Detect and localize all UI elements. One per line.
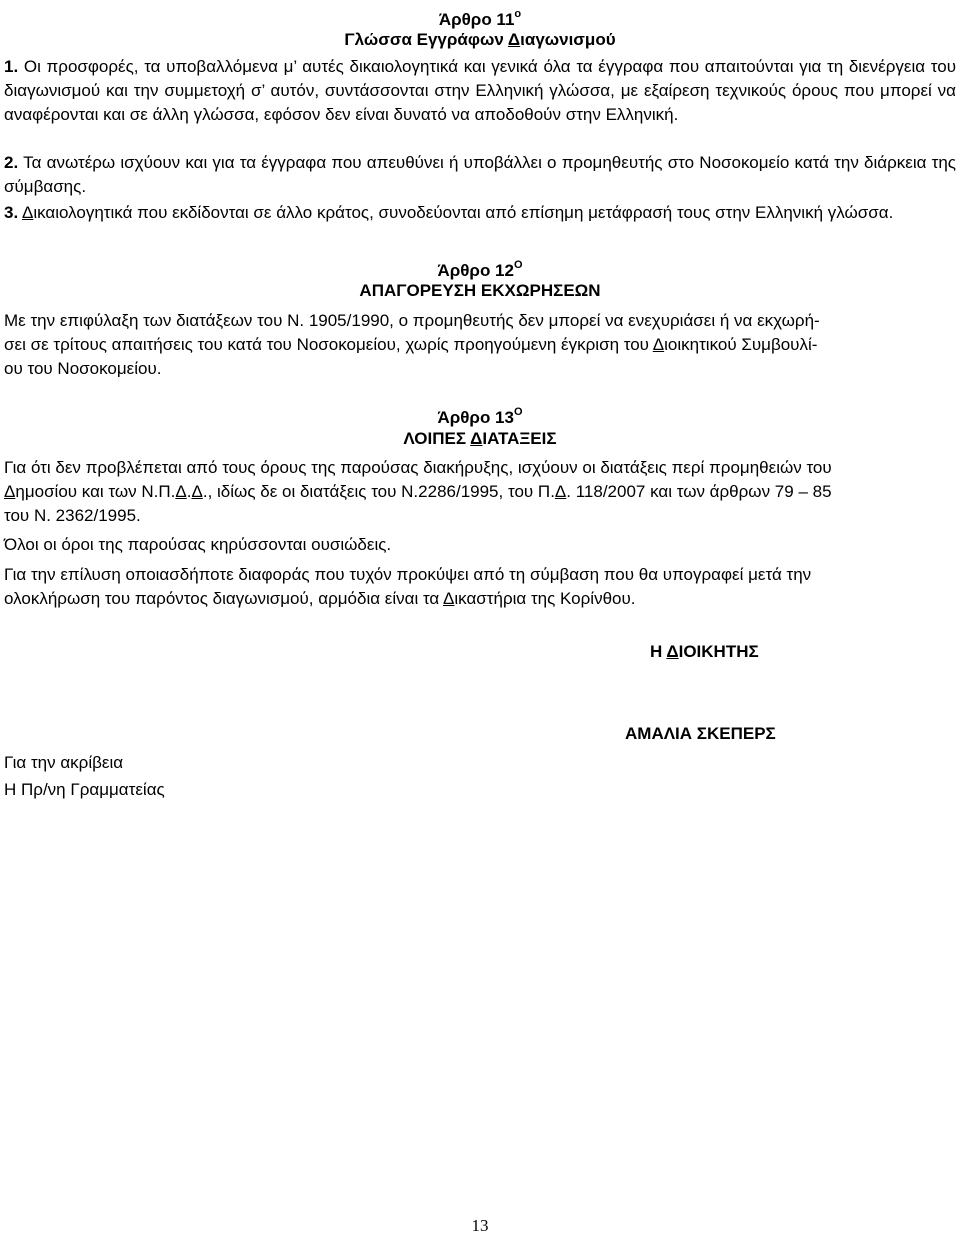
article-13-subtitle: ΛΟΙΠΕΣ ΔΙΑΤΑΞΕΙΣ [403,429,557,448]
article-13-heading: Άρθρο $13^O$ [437,406,523,427]
certification-line-1: Για την ακρίβεια [4,753,124,772]
article-11-subtitle: Γλώσσα Εγγράφων Διαγωνισμού [344,30,616,49]
article-13-paragraph-2: Όλοι οι όροι της παρούσας κηρύσσονται ουσιώδεις. [4,535,392,554]
article-11-sup: ο [514,8,522,20]
article-12-title: Άρθρο 12 [437,261,514,280]
article-13-line-1: Για ότι δεν προβλέπεται από τους όρους της παρούσας διακήρυξης, ισχύουν οι διατάξεις περί προμηθειών του [4,458,832,477]
certification-line-2: Η Πρ/νη Γραμματείας [4,780,165,799]
article-12-heading: Άρθρο $12^O$ [437,259,523,280]
article-13-title: Άρθρο 13 [437,408,514,427]
article-11-paragraph-1: 1. Οι προσφορές, τα υποβαλλόμενα μ’ αυτές δικαιολογητικά και γενικά όλα τα έγγραφα που απαιτούνται για τη διενέργεια του διαγωνισμού και την συμμετοχή σ’ αυτόν, συντάσσονται στην Ελληνική γλώσσα, με εξαίρεση τεχνικούς όρους που μπορεί να αναφέρονται και σε άλλη γλώσσα, εφόσον δεν είναι δυνατό να αποδοθούν στην Ελληνική. [4,57,956,124]
page-number: 13 [471,1216,489,1235]
article-13-line-3: του Ν. 2362/1995. [4,506,141,525]
article-13-line-2: Δημοσίου και των Ν.Π.Δ.Δ., ιδίως δε οι διατάξεις του Ν.2286/1995, του Π.Δ. 118/2007 και των άρθρων 79 – 85 [4,482,832,501]
signature-name: ΑΜΑΛΙΑ ΣΚΕΠΕΡΣ [625,724,776,743]
article-11-title: Άρθρο 11 [438,10,515,29]
article-12-subtitle: ΑΠΑΓΟΡΕΥΣΗ ΕΚΧΩΡΗΣΕΩΝ [359,281,601,300]
article-12-line-1: Με την επιφύλαξη των διατάξεων του Ν. 1905/1990, ο προμηθευτής δεν μπορεί να ενεχυριάσει ή να εκχωρή- [4,311,820,330]
article-11-paragraph-2: 2. Τα ανωτέρω ισχύουν και για τα έγγραφα που απευθύνει ή υποβάλλει ο προμηθευτής στο Νοσοκομείο κατά την διάρκεια της σύμβασης. [4,153,956,196]
article-12-line-3: ου του Νοσοκομείου. [4,359,162,378]
article-13-paragraph-3-line-2: ολοκλήρωση του παρόντος διαγωνισμού, αρμόδια είναι τα Δικαστήρια της Κορίνθου. [4,589,636,608]
signature-role: Η ΔΙΟΙΚΗΤΗΣ [650,642,759,661]
article-13-paragraph-3-line-1: Για την επίλυση οποιασδήποτε διαφοράς που τυχόν προκύψει από τη σύμβαση που θα υπογραφεί μετά την [4,565,812,584]
article-12-line-2: σει σε τρίτους απαιτήσεις του κατά του Νοσοκομείου, χωρίς προηγούμενη έγκριση του Διοικητικού Συμβουλί- [4,335,818,354]
article-11-paragraph-3: 3. Δικαιολογητικά που εκδίδονται σε άλλο κράτος, συνοδεύονται από επίσημη μετάφρασή τους στην Ελληνική γλώσσα. [4,203,894,222]
